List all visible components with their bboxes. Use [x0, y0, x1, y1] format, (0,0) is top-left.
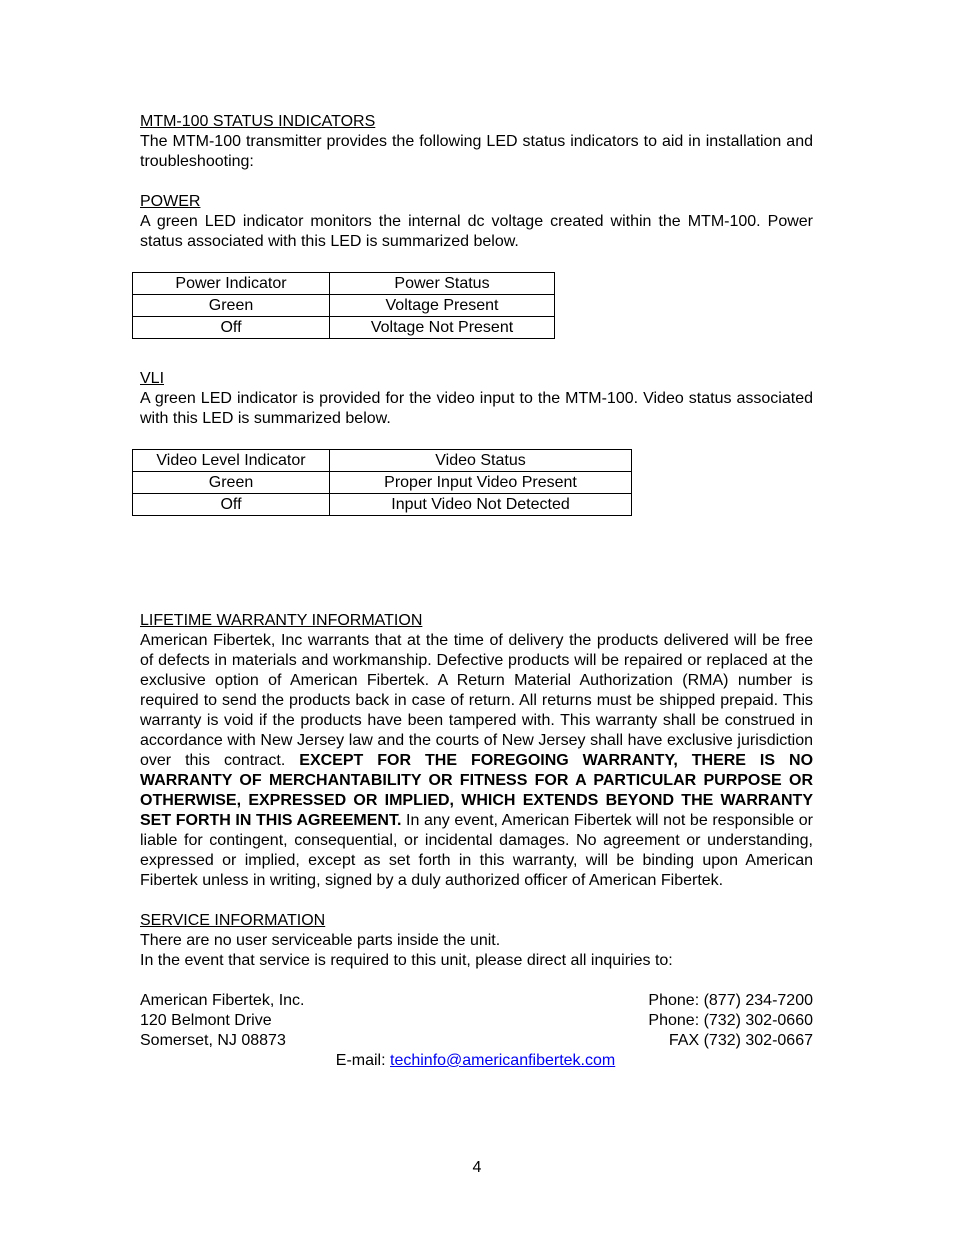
service-line2: In the event that service is required to this unit, please direct all inquiries to: [140, 952, 673, 969]
street-address: 120 Belmont Drive [140, 1012, 272, 1029]
table-cell: Off [133, 317, 330, 339]
email-label: E-mail: [335, 1052, 390, 1069]
contact-block [140, 991, 813, 1051]
vli-heading: VLI [140, 370, 165, 387]
power-table [132, 272, 555, 339]
table-header-cell: Video Level Indicator [133, 450, 330, 472]
table-cell: Green [133, 472, 330, 494]
service-line1: There are no user serviceable parts inside the unit. [140, 932, 501, 949]
page-number: 4 [472, 1159, 482, 1176]
table-header-cell: Power Indicator [133, 273, 330, 295]
phone-2: Phone: (732) 302-0660 [648, 1012, 813, 1029]
vli-text: A green LED indicator is provided for the video input to the MTM-100. Video status associated with this LED is summarized below. [140, 390, 813, 427]
warranty-part2: In any event, American Fibertek will not be responsible or liable for contingent, consequential, or incidental damages. No agreement or understanding, expressed or implied, except as set forth in this warranty, will be binding upon American Fibertek unless in writing, signed by a duly authorized officer of American Fibertek. [140, 812, 814, 889]
warranty-part1: American Fibertek, Inc warrants that at the time of delivery the products delivered will be free of defects in materials and workmanship. Defective products will be repaired or replaced at the exclusive option of American Fibertek. A Return Material Authorization (RMA) number is required to send the products back in case of return. All returns must be shipped prepaid. This warranty is void if the products have been tampered with. This warranty shall be construed in accordance with New Jersey law and the courts of New Jersey shall have exclusive jurisdiction over this contract. [140, 632, 813, 769]
table-header-row [133, 450, 632, 472]
table-row [133, 317, 555, 339]
status-intro: The MTM-100 transmitter provides the following LED status indicators to aid in installation and troubleshooting: [140, 133, 813, 170]
table-header-cell: Video Status [330, 450, 632, 472]
warranty-disclaimer: EXCEPT FOR THE FOREGOING WARRANTY, THERE IS NO WARRANTY OF MERCHANTABILITY OR FITNESS FOR A PARTICULAR PURPOSE OR OTHERWISE, EXPRESSED OR IMPLIED, WHICH EXTENDS BEYOND THE WARRANTY SET FORTH IN THIS AGREEMENT. [140, 752, 814, 829]
power-section [140, 192, 813, 252]
table-header-row [133, 273, 555, 295]
service-section [140, 911, 813, 1071]
power-heading: POWER [140, 193, 201, 210]
vli-section [140, 369, 813, 429]
warranty-text [140, 631, 813, 891]
status-heading: MTM-100 STATUS INDICATORS [140, 113, 376, 130]
table-cell: Green [133, 295, 330, 317]
table-cell: Voltage Present [330, 295, 555, 317]
table-row [133, 472, 632, 494]
warranty-section [140, 611, 813, 891]
vli-table [132, 449, 632, 516]
company-name: American Fibertek, Inc. [140, 992, 305, 1009]
table-cell: Voltage Not Present [330, 317, 555, 339]
table-cell: Proper Input Video Present [330, 472, 632, 494]
power-text: A green LED indicator monitors the internal dc voltage created within the MTM-100. Power status associated with this LED is summarized below. [140, 213, 813, 250]
email-line [138, 1051, 813, 1071]
table-row [133, 494, 632, 516]
table-header-cell: Power Status [330, 273, 555, 295]
table-cell: Off [133, 494, 330, 516]
document-body [140, 112, 813, 1071]
email-link[interactable]: techinfo@americanfibertek.com [390, 1052, 616, 1069]
service-heading: SERVICE INFORMATION [140, 912, 326, 929]
status-section [140, 112, 813, 172]
table-row [133, 295, 555, 317]
warranty-heading: LIFETIME WARRANTY INFORMATION [140, 612, 423, 629]
address-block [140, 991, 305, 1051]
phone-1: Phone: (877) 234-7200 [648, 992, 813, 1009]
phone-block [648, 991, 813, 1051]
table-cell: Input Video Not Detected [330, 494, 632, 516]
fax-number: FAX (732) 302-0667 [668, 1032, 813, 1049]
city-address: Somerset, NJ 08873 [140, 1032, 286, 1049]
